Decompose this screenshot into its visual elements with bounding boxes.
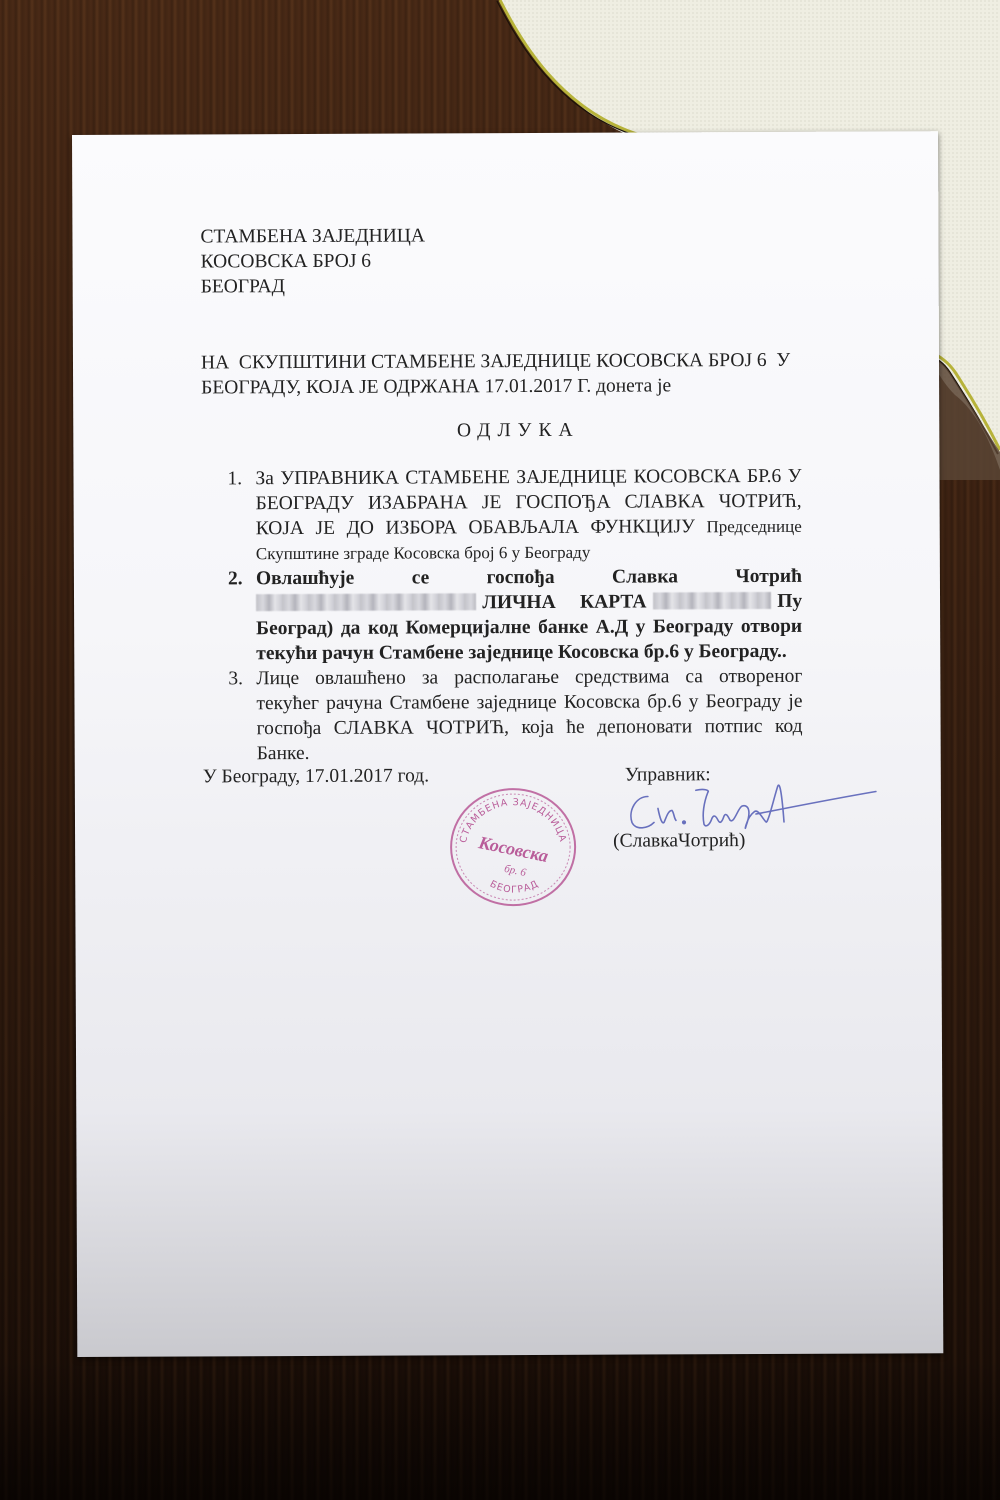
- item-text-part-2: ЛИЧНА КАРТА: [482, 591, 647, 614]
- item-number: 3.: [228, 668, 244, 690]
- redacted-id-card-number: [653, 592, 771, 610]
- svg-text:Косовска: Косовска: [476, 832, 551, 867]
- table-surface-shadow: [0, 1360, 1000, 1500]
- decision-item-1: [215, 464, 801, 567]
- letterhead-line-2: КОСОВСКА БРОЈ 6: [200, 250, 372, 273]
- decision-item-3: [216, 664, 802, 767]
- decision-items: [201, 464, 802, 767]
- item-text: За УПРАВНИКА СТАМБЕНЕ ЗАЈЕДНИЦЕ КОСОВСКА БР.6 У БЕОГРАДУ ИЗАБРАНА ЈЕ ГОСПОЂА СЛАВКА ЧОТРИЋ, КОЈА ЈЕ ДО ИЗБОРА ОБАВЉАЛА ФУНКЦИЈУ: [255, 465, 802, 540]
- preamble-line-1: НА СКУПШТИНИ СТАМБЕНЕ ЗАЈЕДНИЦЕ КОСОВСКА БРОЈ 6 У: [200, 349, 791, 374]
- preamble-line-2: БЕОГРАДУ, КОЈА ЈЕ ОДРЖАНА 17.01.2017 Г. донета је: [201, 375, 672, 399]
- letterhead-line-1: СТАМБЕНА ЗАЈЕДНИЦА: [200, 225, 425, 248]
- document-sheet: [72, 131, 943, 1357]
- document-footer: [203, 764, 854, 907]
- item-text-continuation: Председнице Скупштине зграде Косовска број 6 у Београду: [255, 516, 802, 564]
- redacted-personal-id: [256, 593, 476, 611]
- place-and-date: У Београду, 17.01.2017 год.: [202, 765, 430, 788]
- item-number: 1.: [227, 468, 243, 490]
- svg-text:СТАМБЕНА ЗАЈЕДНИЦА: СТАМБЕНА ЗАЈЕДНИЦА: [457, 796, 569, 845]
- svg-text:БЕОГРАД: БЕОГРАД: [487, 878, 541, 896]
- decision-title: ОДЛУКА: [456, 419, 580, 442]
- preamble: [201, 348, 821, 401]
- decision-item-2: [216, 564, 802, 667]
- document-body: [200, 222, 822, 767]
- manager-name: (СлавкаЧотрић): [613, 830, 746, 852]
- item-number: 2.: [227, 568, 243, 590]
- item-text: Лице овлашћено за располагање средствима са отвореног текућег рачуна Стамбене заједнице Косовска бр.6 у Београду је госпођа СЛАВКА ЧОТРИЋ, која ће депоновати потпис код Банке.: [256, 665, 803, 765]
- svg-text:бр. 6: бр. 6: [503, 862, 528, 880]
- manager-label: Управник:: [624, 764, 711, 786]
- letterhead: [200, 222, 820, 300]
- stamp-seal-icon: [443, 781, 584, 912]
- item-text-part-3: Пу Београд) да код Комерцијалне банке А.Д у Београду отвори текући рачун Стамбене заједнице Косовска бр.6 у Београду..: [256, 590, 803, 665]
- item-text-part-1: Овлашћује се госпођа Славка Чотрић: [255, 565, 802, 590]
- letterhead-line-3: БЕОГРАД: [200, 276, 285, 298]
